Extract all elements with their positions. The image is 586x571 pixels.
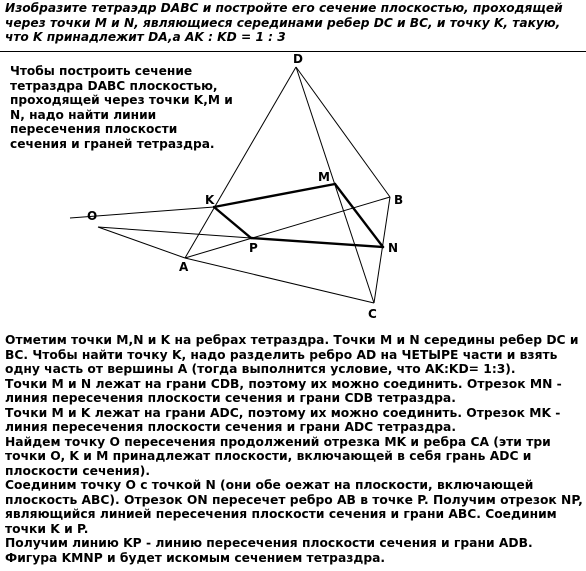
solution-paragraph: Соединим точку O с точкой N (они обе оежат на плоскости, включающей плоскость ABC). Отрезок ON пересечет ребро AB в точке P. Получим отрезок NP, являющийся линией пересечения плоскости сечения и грани ABC. Соединим точки K и P.	[5, 478, 583, 536]
solution-text	[5, 333, 585, 565]
label-B: B	[394, 193, 404, 207]
line-OA	[98, 227, 185, 258]
label-P: P	[249, 241, 258, 255]
edge-AC	[185, 258, 374, 303]
label-K: K	[205, 193, 215, 207]
label-A: A	[179, 260, 189, 274]
edge-DB	[296, 67, 390, 197]
solution-paragraph: Отметим точки M,N и K на ребрах тетраздра. Точки M и N середины ребер DC и BC. Чтобы найти точку K, надо разделить ребро AD на ЧЕТЫРЕ части и взять одну часть от вершины A (тогда выполнится условие, что AK:KD= 1:3).	[5, 333, 579, 376]
solution-paragraph: Точки M и N лежат на грани CDB, поэтому их можно соединить. Отрезок MN - линия пересечения плоскости сечения и грани CDB тетраздра.	[5, 376, 562, 405]
label-C: C	[368, 307, 377, 321]
label-M: M	[318, 170, 330, 184]
line-OP	[98, 227, 251, 238]
intro-paragraph: Чтобы построить сечение тетраздра DABC плоскостью, проходящей через точки K,M и N, надо найти линии пересечения плоскости сечения и граней тетраздра.	[10, 64, 233, 151]
task-statement: Изобразите тетраэдр DABC и постройте его сечение плоскостью, проходящей через точки M и N, являющиеся серединами ребер DC и BC, и точку K, такую, что K принадлежит DA,а AK : KD = 1 : 3	[5, 1, 563, 44]
segment-KM	[214, 184, 335, 207]
solution-paragraph: Фигура KMNP и будет искомым сечением тетраздра.	[5, 550, 386, 565]
segment-NP	[251, 238, 383, 247]
label-N: N	[388, 241, 399, 255]
solution-paragraph: Точки M и K лежат на грани ADC, поэтому их можно соединить. Отрезок MK - линия пересечения плоскости сечения и грани ADC тетраздра.	[5, 405, 561, 434]
label-D: D	[293, 52, 303, 66]
solution-paragraph: Получим линию KP - линию пересечения плоскости сечения и грани ADB.	[5, 536, 533, 550]
solution-paragraph: Найдем точку O пересечения продолжений отрезка MK и ребра CA (эти три точки O, K и M принадлежат плоскости, включающей в себя грань ADC и плоскости сечения).	[5, 434, 551, 478]
label-O: O	[87, 209, 98, 223]
segment-PK	[214, 207, 251, 238]
segment-MN	[335, 184, 383, 247]
